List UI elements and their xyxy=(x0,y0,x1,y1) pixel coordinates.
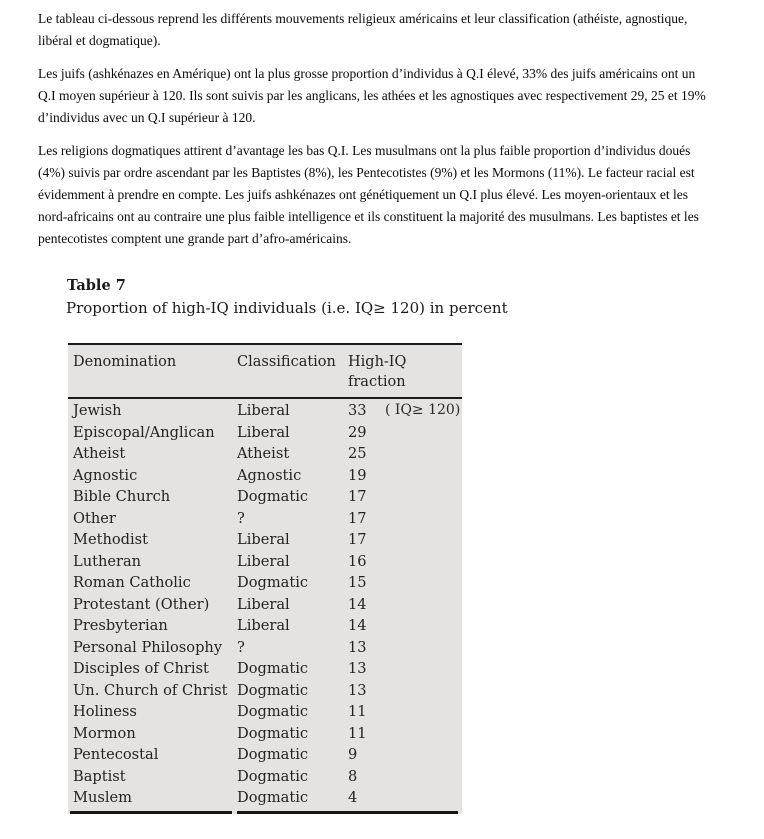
column-header-line: fraction xyxy=(348,374,406,390)
table-bottom-border xyxy=(68,811,462,814)
cell-denomination: Personal Philosophy xyxy=(73,638,223,656)
paragraph-line: nord-africains ont au contraire une plus faible intelligence et ils constituent la majorité des musulmans. Les baptistes et les xyxy=(38,209,699,224)
paragraph-line: évidemment à prendre en compte. Les juifs ashkénazes ont génétiquement un Q.I plus élevé. Les moyen-orientaux et les xyxy=(38,187,689,202)
paragraph-line: Q.I moyen supérieur à 120. Ils sont suivis par les anglicans, les athées et les agnostiques avec respectivement 29, 25 et 19% xyxy=(38,88,706,103)
column-header-line: High-IQ xyxy=(348,354,407,370)
column-header-high-iq-fraction xyxy=(348,352,462,392)
paragraph-line: pentecotistes comptent une grande part d’afro-américains. xyxy=(38,231,352,246)
table-label: Table 7 xyxy=(67,277,126,294)
cell-classification: Liberal xyxy=(237,595,290,613)
cell-classification: Liberal xyxy=(237,617,290,634)
cell-high-iq-fraction: 8 xyxy=(348,767,358,785)
column-header-denomination: Denomination xyxy=(73,354,177,370)
table-row xyxy=(68,701,462,723)
cell-high-iq-fraction: 9 xyxy=(348,746,358,763)
cell-high-iq-fraction: 19 xyxy=(348,466,367,484)
cell-denomination: Methodist xyxy=(73,531,148,548)
cell-high-iq-fraction: 17 xyxy=(348,488,367,505)
cell-high-iq-fraction: 29 xyxy=(348,423,367,441)
cell-classification: Dogmatic xyxy=(237,574,309,591)
cell-high-iq-fraction: 13 xyxy=(348,681,367,699)
cell-high-iq-fraction: 4 xyxy=(348,789,358,806)
cell-high-iq-fraction: 15 xyxy=(348,574,367,591)
cell-high-iq-fraction: 25 xyxy=(348,445,367,462)
cell-classification: Dogmatic xyxy=(237,724,309,742)
intro-paragraph-2 xyxy=(38,63,706,129)
cell-classification: Dogmatic xyxy=(237,789,309,806)
bottom-border-segment-right xyxy=(237,811,458,814)
cell-denomination: Baptist xyxy=(73,767,126,785)
table-row xyxy=(68,658,462,680)
table-row xyxy=(68,572,462,594)
table-header-row xyxy=(68,345,462,399)
cell-classification: Agnostic xyxy=(237,466,302,484)
cell-classification: Dogmatic xyxy=(237,681,309,699)
iq-threshold-annotation: ( IQ≥ 120) xyxy=(385,402,461,418)
cell-denomination: Jewish xyxy=(73,402,122,419)
cell-denomination: Other xyxy=(73,509,116,527)
table-row xyxy=(68,422,462,444)
cell-high-iq-fraction: 17 xyxy=(348,509,367,527)
column-header-classification: Classification xyxy=(237,354,336,370)
cell-classification: Dogmatic xyxy=(237,746,309,763)
table-row xyxy=(68,594,462,616)
table-row xyxy=(68,744,462,766)
cell-classification: ? xyxy=(237,638,245,656)
table-row xyxy=(68,529,462,551)
paragraph-line: libéral et dogmatique). xyxy=(38,33,161,48)
cell-denomination: Protestant (Other) xyxy=(73,595,210,613)
cell-classification: Dogmatic xyxy=(237,703,309,720)
paragraph-line: Le tableau ci-dessous reprend les différents mouvements religieux américains et leur classification (athéiste, agnostique, xyxy=(38,11,688,26)
cell-denomination: Roman Catholic xyxy=(73,574,191,591)
intro-paragraph-3 xyxy=(38,140,699,250)
cell-denomination: Episcopal/Anglican xyxy=(73,423,215,441)
cell-denomination: Mormon xyxy=(73,724,136,742)
cell-high-iq-fraction: 11 xyxy=(348,703,367,720)
cell-classification: Liberal xyxy=(237,552,290,570)
cell-denomination: Lutheran xyxy=(73,552,142,570)
cell-high-iq-fraction: 13 xyxy=(348,638,367,656)
cell-denomination: Agnostic xyxy=(73,466,138,484)
bottom-border-segment-left xyxy=(70,811,232,814)
cell-denomination: Disciples of Christ xyxy=(73,660,209,677)
table-row xyxy=(68,787,462,809)
cell-high-iq-fraction: 33 xyxy=(348,402,367,419)
cell-classification: ? xyxy=(237,509,245,527)
table-row xyxy=(68,723,462,745)
cell-classification: Liberal xyxy=(237,531,290,548)
table-row xyxy=(68,551,462,573)
cell-denomination: Bible Church xyxy=(73,488,171,505)
cell-classification: Liberal xyxy=(237,423,290,441)
cell-denomination: Muslem xyxy=(73,789,132,806)
paragraph-line: d’individus avec un Q.I supérieur à 120. xyxy=(38,110,256,125)
cell-denomination: Un. Church of Christ xyxy=(73,681,228,699)
cell-denomination: Atheist xyxy=(73,445,126,462)
intro-paragraph-1 xyxy=(38,8,687,52)
table-row xyxy=(68,486,462,508)
cell-high-iq-fraction: 13 xyxy=(348,660,367,677)
cell-high-iq-fraction: 11 xyxy=(348,724,367,742)
cell-classification: Dogmatic xyxy=(237,660,309,677)
table-caption: Proportion of high-IQ individuals (i.e. IQ≥ 120) in percent xyxy=(66,299,508,317)
table-row xyxy=(68,615,462,637)
cell-classification: Dogmatic xyxy=(237,488,309,505)
table-body xyxy=(68,399,462,811)
table-row xyxy=(68,766,462,788)
cell-denomination: Holiness xyxy=(73,703,137,720)
cell-high-iq-fraction: 16 xyxy=(348,552,367,570)
cell-high-iq-fraction: 14 xyxy=(348,617,367,634)
cell-denomination: Pentecostal xyxy=(73,746,159,763)
table-row xyxy=(68,680,462,702)
cell-classification: Dogmatic xyxy=(237,767,309,785)
iq-table xyxy=(68,343,462,814)
table-row xyxy=(68,443,462,465)
cell-denomination: Presbyterian xyxy=(73,617,168,634)
paragraph-line: (4%) suivis par ordre ascendant par les Baptistes (8%), les Pentecotistes (9%) et les Mormons (11%). Le facteur racial est xyxy=(38,165,695,180)
table-row xyxy=(68,465,462,487)
cell-classification: Liberal xyxy=(237,402,290,419)
table-row xyxy=(68,508,462,530)
cell-high-iq-fraction: 17 xyxy=(348,531,367,548)
paragraph-line: Les religions dogmatiques attirent d’avantage les bas Q.I. Les musulmans ont la plus faible proportion d’individus doués xyxy=(38,143,691,158)
paragraph-line: Les juifs (ashkénazes en Amérique) ont la plus grosse proportion d’individus à Q.I élevé, 33% des juifs américains ont un xyxy=(38,66,696,81)
cell-high-iq-fraction: 14 xyxy=(348,595,367,613)
table-row xyxy=(68,637,462,659)
cell-classification: Atheist xyxy=(237,445,290,462)
